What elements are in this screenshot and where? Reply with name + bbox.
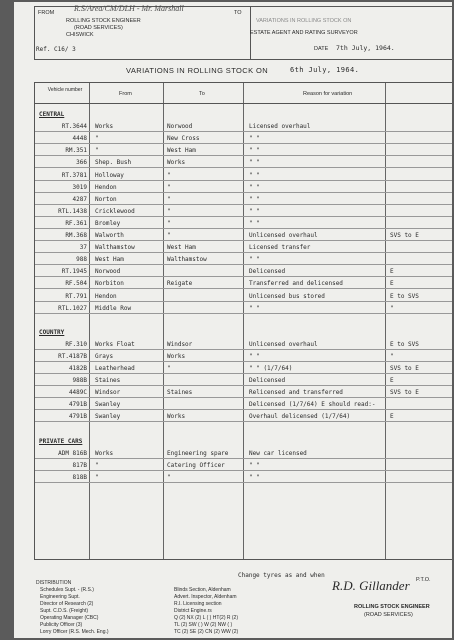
to-location: Norwood [167, 123, 193, 131]
title-prefix: VARIATIONS IN ROLLING STOCK ON [126, 66, 269, 75]
table-row [35, 253, 452, 265]
status-change: E [390, 413, 394, 421]
from-location: Holloway [95, 171, 124, 179]
from-location: Works [95, 449, 114, 457]
col-header-from: From [119, 91, 132, 97]
to-location: " [167, 473, 171, 481]
document-sheet [14, 2, 452, 638]
table-row [35, 144, 452, 156]
table-row [35, 229, 452, 241]
to-location: " [167, 232, 171, 239]
table-row [35, 217, 452, 229]
reason-text: " " [249, 135, 260, 143]
reason-text: Delicensed [249, 377, 286, 385]
table-row [35, 410, 452, 422]
section-name: COUNTRY [39, 328, 65, 336]
recipient-line-1: VARIATIONS IN ROLLING STOCK ON [256, 18, 352, 24]
to-location: Works [167, 159, 186, 167]
fleet-number: 3019 [72, 183, 87, 191]
from-location: Leatherhead [95, 365, 135, 372]
reason-text: " " [249, 147, 260, 155]
reason-text: " " [249, 473, 260, 481]
distribution-item: Supt. C.D.S. (Freight) [40, 608, 89, 614]
reason-text: " " [249, 207, 260, 215]
table-row [35, 386, 452, 398]
to-location: Staines [167, 389, 193, 397]
title-date: 6th July, 1964. [290, 66, 360, 74]
to-location: " [167, 365, 171, 372]
from-location: Walworth [95, 232, 124, 239]
distribution-item: Director of Research (2) [40, 601, 94, 607]
recipient-line-2: ESTATE AGENT AND RATING SURVEYOR [250, 30, 358, 36]
fleet-number: RT.791 [65, 292, 87, 300]
col-header-to: To [199, 91, 205, 97]
reason-text: " " [249, 159, 260, 167]
status-change: SVS to E [390, 389, 419, 397]
to-location: West Ham [167, 147, 196, 155]
fleet-number: 817B [72, 461, 87, 469]
reason-text: Transferred and delicensed [249, 280, 343, 288]
fleet-number: RT.3644 [61, 123, 87, 131]
fleet-number: RT.4187B [58, 352, 87, 360]
col-header-reason: Reason for variation [303, 91, 353, 97]
fleet-number: 4287 [72, 195, 87, 203]
table-row [35, 277, 452, 289]
table-row [35, 290, 452, 302]
from-location: Staines [95, 377, 121, 385]
fleet-number: RTL.1438 [58, 207, 87, 215]
fleet-number: 4448 [72, 135, 87, 143]
reason-text: " " [249, 171, 260, 179]
distribution-item: TC (2) SE (2) CN (2) WW (2) [174, 629, 239, 635]
to-location: West Ham [167, 244, 196, 252]
reason-text: " " [249, 304, 260, 312]
reason-text: Relicensed and transferred [249, 389, 343, 397]
row-rule [35, 421, 452, 422]
table-row [35, 156, 452, 168]
from-location: Walthamstow [95, 244, 135, 252]
reason-text: Delicensed [249, 268, 286, 276]
from-location: Norbiton [95, 280, 124, 288]
status-change: " [390, 352, 394, 360]
fleet-number: RT.3781 [61, 171, 87, 179]
to-location: " [167, 171, 171, 179]
from-label: FROM [38, 10, 55, 16]
from-location: Works [95, 123, 114, 131]
status-change: E [390, 268, 394, 276]
fleet-number: 988B [72, 377, 87, 385]
reference-number: Ref. C16/ 3 [36, 46, 76, 53]
reason-text: Licensed transfer [249, 244, 311, 252]
table-row [35, 265, 452, 277]
signature: R.D. Gillander [332, 578, 410, 593]
table-row [35, 362, 452, 374]
to-location: Engineering spare [167, 449, 229, 457]
from-location: Hendon [95, 183, 117, 191]
fleet-number: 4791B [68, 413, 87, 421]
distribution-item: Schedules Supt. - (R.S.) [40, 587, 94, 593]
reason-text: Unlicensed bus stored [249, 292, 325, 300]
from-location: Shep. Bush [95, 159, 132, 167]
from-location: " [95, 147, 99, 155]
from-location: Swanley [95, 413, 121, 421]
status-change: E [390, 377, 394, 385]
to-location: " [167, 183, 171, 191]
to-location: Windsor [167, 340, 193, 348]
distribution-item: Operating Manager (CBC) [40, 615, 99, 621]
table-row [35, 471, 452, 483]
distribution-item: Lorry Officer (R.S. Mech. Eng.) [40, 629, 109, 635]
section-header [35, 435, 452, 447]
table-row [35, 302, 452, 314]
from-location: Works Float [95, 340, 135, 348]
table-row [35, 398, 452, 410]
reason-text: " " [249, 256, 260, 264]
from-location: " [95, 473, 99, 481]
from-location: Middle Row [95, 304, 132, 312]
fleet-number: 4489C [68, 389, 87, 397]
col-header-fleet: Vehicle number [47, 87, 83, 93]
to-location: " [167, 219, 171, 227]
table-row [35, 374, 452, 386]
fleet-number: RM.368 [65, 232, 87, 239]
table-row [35, 120, 452, 132]
sender-line-2: (ROAD SERVICES) [74, 25, 123, 31]
table-row [35, 447, 452, 459]
from-location: Grays [95, 352, 114, 360]
row-rule [35, 313, 452, 314]
status-change: E [390, 280, 394, 288]
to-location: " [167, 195, 171, 203]
distribution-item: Advert. Inspector, Aldenham [174, 594, 237, 600]
section-header [35, 108, 452, 120]
sender-line-3: CHISWICK [66, 32, 94, 38]
reason-text: Delicensed (1/7/64) E should read:- [249, 401, 376, 409]
to-location: Walthamstow [167, 256, 207, 264]
table-row [35, 241, 452, 253]
from-location: Bromley [95, 219, 121, 227]
distribution-item: Blinds Section, Aldenham [174, 587, 231, 593]
fleet-number: 366 [76, 159, 87, 167]
to-label: TO [234, 10, 242, 16]
reason-text: Overhaul delicensed (1/7/64) [249, 413, 351, 421]
table-row [35, 132, 452, 144]
section-name: CENTRAL [39, 111, 65, 118]
reason-text: " " (1/7/64) [249, 365, 293, 372]
reason-text: Unlicensed overhaul [249, 340, 318, 348]
fleet-number: 37 [79, 244, 87, 252]
footnote: Change tyres as and when [238, 572, 325, 579]
fleet-number: RF.310 [65, 340, 87, 348]
reason-text: " " [249, 183, 260, 191]
distribution-item: District Engine.rs [174, 608, 212, 614]
section-name: PRIVATE CARS [39, 437, 83, 445]
status-change: " [390, 304, 394, 312]
reason-text: Licensed overhaul [249, 123, 311, 131]
section-header [35, 326, 452, 338]
from-location: Norton [95, 195, 117, 203]
from-location: West Ham [95, 256, 124, 264]
to-location: Reigate [167, 280, 193, 288]
reason-text: " " [249, 195, 260, 203]
to-location: Catering Officer [167, 461, 225, 469]
reason-text: " " [249, 352, 260, 360]
page-title [34, 66, 452, 78]
distribution-label: DISTRIBUTION [36, 580, 72, 586]
reason-text: New car licensed [249, 449, 307, 457]
signoff-line-2: (ROAD SERVICES) [364, 612, 413, 618]
from-location: Swanley [95, 401, 121, 409]
fleet-number: 4182B [68, 365, 87, 372]
table-row [35, 169, 452, 181]
from-location: Cricklewood [95, 207, 135, 215]
status-change: E to SVS [390, 292, 419, 300]
table-row [35, 338, 452, 350]
status-change: E to SVS [390, 340, 419, 348]
distribution-item: R.I. Licensing section [174, 601, 222, 607]
pto-label: P.T.O. [416, 577, 431, 583]
table-row [35, 205, 452, 217]
sender-line-1: ROLLING STOCK ENGINEER [66, 18, 141, 24]
status-change: SVS to E [390, 365, 419, 372]
to-location: " [167, 207, 171, 215]
reason-text: Unlicensed overhaul [249, 232, 318, 239]
from-location: " [95, 461, 99, 469]
fleet-number: RF.361 [65, 219, 87, 227]
from-location: Norwood [95, 268, 121, 276]
fleet-number: 988 [76, 256, 87, 264]
to-location: Works [167, 413, 186, 421]
to-location: Works [167, 352, 186, 360]
fleet-number: 818B [72, 473, 87, 481]
to-location: New Cross [167, 135, 200, 143]
from-location: Hendon [95, 292, 117, 300]
date-label: DATE [314, 46, 329, 52]
status-change: SVS to E [390, 232, 419, 239]
reason-text: " " [249, 219, 260, 227]
fleet-number: ADM 816B [58, 449, 87, 457]
fleet-number: RTL.1027 [58, 304, 87, 312]
fleet-number: 4791B [68, 401, 87, 409]
date-value: 7th July, 1964. [336, 44, 395, 52]
from-location: " [95, 135, 99, 143]
distribution-item: Engineering Supt. [40, 594, 80, 600]
handwritten-addressee: R.S/Area/CM/DLH - Mr. Marshall [74, 4, 184, 13]
header-rule [35, 103, 452, 104]
fleet-number: RM.351 [65, 147, 87, 155]
fleet-number: RT.1945 [61, 268, 87, 276]
signoff-line-1: ROLLING STOCK ENGINEER [354, 604, 430, 610]
table-row [35, 193, 452, 205]
table-row [35, 181, 452, 193]
reason-text: " " [249, 461, 260, 469]
from-location: Windsor [95, 389, 121, 397]
fleet-number: RF.504 [65, 280, 87, 288]
distribution-item: Q (2) NX (2) L ( ) HT(2) R (2) [174, 615, 238, 621]
table-row [35, 459, 452, 471]
distribution-item: TL (2) SW ( ) W (2) NW ( ) [174, 622, 233, 628]
variations-table [34, 82, 452, 560]
row-rule [35, 482, 452, 483]
table-row [35, 350, 452, 362]
distribution-item: Publicity Officer (3) [40, 622, 83, 628]
